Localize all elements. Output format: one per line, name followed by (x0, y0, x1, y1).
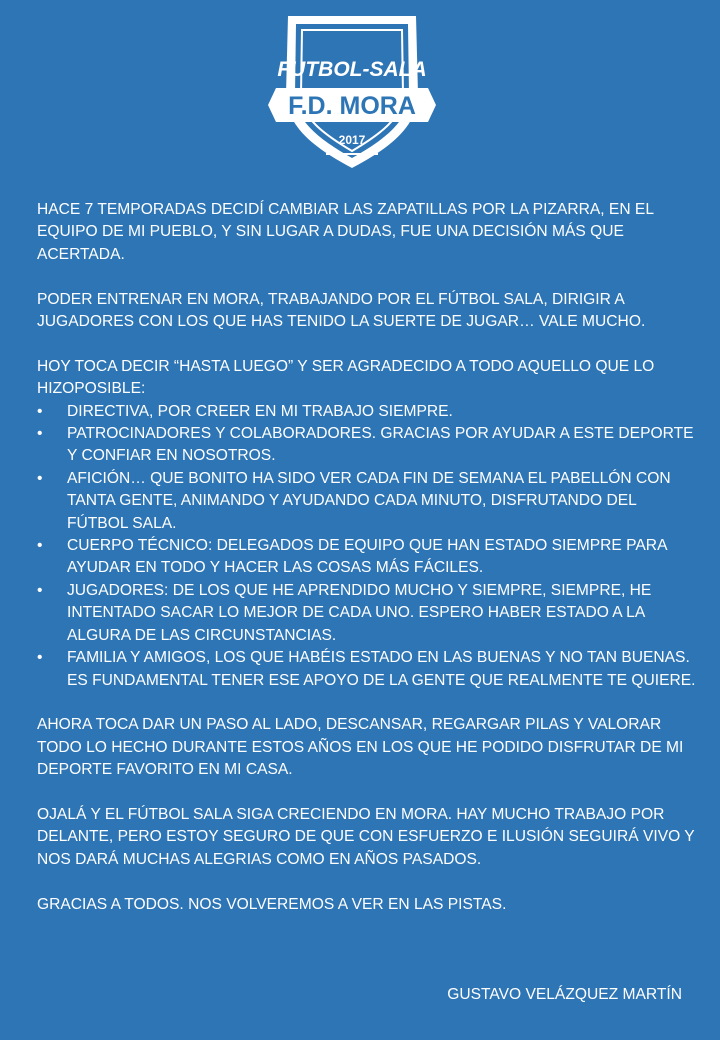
letter-paragraph: OJALÁ Y EL FÚTBOL SALA SIGA CRECIENDO EN MORA. HAY MUCHO TRABAJO POR DELANTE, PERO ESTOY SEGURO DE QUE CON ESFUERZO E ILUSIÓN SEGUIRÁ VIVO Y NOS DARÁ MUCHAS ALEGRIAS COMO EN AÑOS PASADOS. (37, 805, 695, 868)
club-crest-logo (268, 8, 436, 176)
crest-club-name: F.D. MORA (288, 92, 416, 120)
letter-paragraph: PODER ENTRENAR EN MORA, TRABAJANDO POR EL FÚTBOL SALA, DIRIGIR A JUGADORES CON LOS QUE HAS TENIDO LA SUERTE DE JUGAR… VALE MUCHO. (37, 290, 646, 331)
letter-body (37, 199, 697, 916)
thanks-list-item: • CUERPO TÉCNICO: DELEGADOS DE EQUIPO QUE HAN ESTADO SIEMPRE PARA AYUDAR EN TODO Y HACER LAS COSAS MÁS FÁCILES. (37, 535, 697, 580)
thanks-list-item: • JUGADORES: DE LOS QUE HE APRENDIDO MUCHO Y SIEMPRE, SIEMPRE, HE INTENTADO SACAR LO MEJOR DE CADA UNO. ESPERO HABER ESTADO A LA ALGURA DE LAS CIRCUNSTANCIAS. (37, 580, 697, 647)
thanks-list (37, 401, 697, 692)
letter-paragraph: HACE 7 TEMPORADAS DECIDÍ CAMBIAR LAS ZAPATILLAS POR LA PIZARRA, EN EL EQUIPO DE MI PUEBLO, Y SIN LUGAR A DUDAS, FUE UNA DECISIÓN MÁS QUE ACERTADA. (37, 201, 654, 263)
letter-paragraph: HOY TOCA DECIR “HASTA LUEGO” Y SER AGRADECIDO A TODO AQUELLO QUE LO HIZOPOSIBLE: (37, 357, 655, 398)
thanks-list-item: • AFICIÓN… QUE BONITO HA SIDO VER CADA FIN DE SEMANA EL PABELLÓN CON TANTA GENTE, ANIMANDO Y AYUDANDO CADA MINUTO, DISFRUTANDO DEL FÚTBOL SALA. (37, 468, 697, 535)
signature: GUSTAVO VELÁZQUEZ MARTÍN (447, 986, 682, 1003)
letter-paragraph: GRACIAS A TODOS. NOS VOLVEREMOS A VER EN LAS PISTAS. (37, 895, 507, 913)
thanks-list-item: • PATROCINADORES Y COLABORADORES. GRACIAS POR AYUDAR A ESTE DEPORTE Y CONFIAR EN NOSOTROS. (37, 423, 697, 468)
thanks-list-item: • DIRECTIVA, POR CREER EN MI TRABAJO SIEMPRE. (37, 401, 697, 423)
thanks-list-item: • FAMILIA Y AMIGOS, LOS QUE HABÉIS ESTADO EN LAS BUENAS Y NO TAN BUENAS. ES FUNDAMENTAL TENER ESE APOYO DE LA GENTE QUE REALMENTE TE QUIERE. (37, 647, 697, 692)
crest-year: 2017 (338, 133, 366, 147)
crest-top-text: FUTBOL-SALA (277, 58, 427, 81)
letter-paragraph: AHORA TOCA DAR UN PASO AL LADO, DESCANSAR, REGARGAR PILAS Y VALORAR TODO LO HECHO DURANTE ESTOS AÑOS EN LOS QUE HE PODIDO DISFRUTAR DE MI DEPORTE FAVORITO EN MI CASA. (37, 716, 684, 779)
